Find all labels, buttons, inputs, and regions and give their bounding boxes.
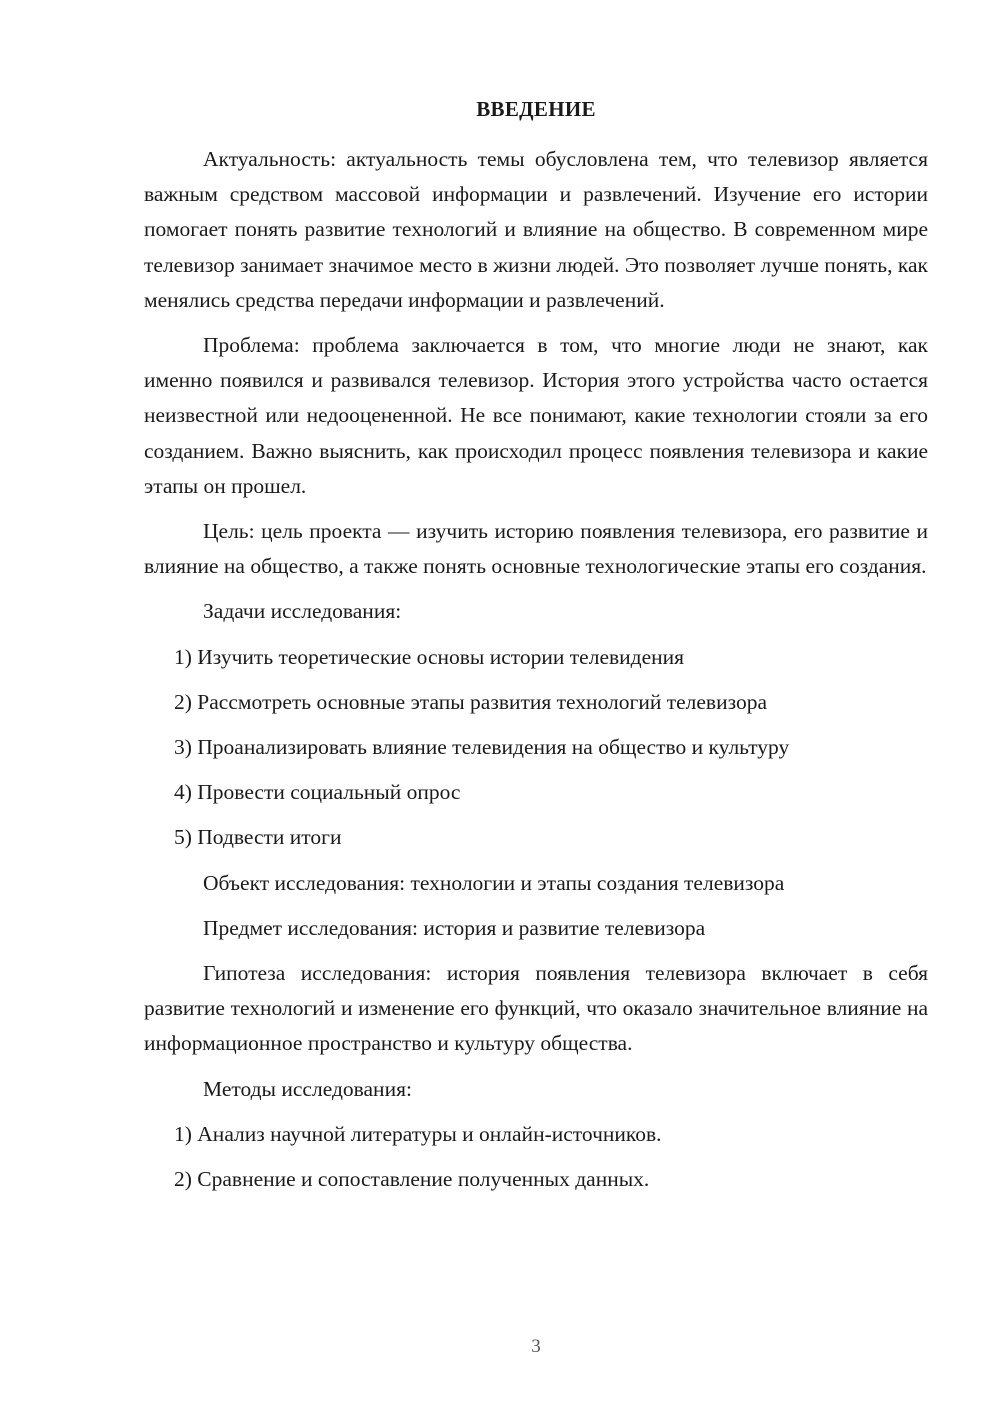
- problem-paragraph: Проблема: проблема заключается в том, что многие люди не знают, как именно появился и развивался телевизор. История этого устройства часто остается неизвестной или недооцененной. Не все понимают, какие технологии стояли за его созданием. Важно выяснить, как происходил процесс появления телевизора и какие этапы он прошел.: [144, 333, 928, 498]
- object-paragraph: Объект исследования: технологии и этапы создания телевизора: [203, 870, 785, 895]
- goal-paragraph: Цель: цель проекта — изучить историю появления телевизора, его развитие и влияние на общество, а также понять основные технологические этапы его создания.: [144, 519, 928, 579]
- page-number: 3: [531, 1336, 541, 1357]
- task-item: 4) Провести социальный опрос: [174, 780, 461, 805]
- methods-heading: Методы исследования:: [203, 1076, 412, 1101]
- method-item: 1) Анализ научной литературы и онлайн-источников.: [174, 1121, 662, 1146]
- tasks-heading: Задачи исследования:: [203, 599, 402, 624]
- task-item: 1) Изучить теоретические основы истории телевидения: [174, 644, 685, 669]
- subject-paragraph: Предмет исследования: история и развитие телевизора: [203, 915, 706, 940]
- relevance-paragraph: Актуальность: актуальность темы обусловлена тем, что телевизор является важным средством массовой информации и развлечений. Изучение его истории помогает понять развитие технологий и влияние на общество. В современном мире телевизор занимает значимое место в жизни людей. Это позволяет лучше понять, как менялись средства передачи информации и развлечений.: [144, 147, 928, 312]
- task-item: 5) Подвести итоги: [174, 825, 342, 850]
- task-item: 2) Рассмотреть основные этапы развития технологий телевизора: [174, 689, 767, 714]
- task-item: 3) Проанализировать влияние телевидения на общество и культуру: [174, 735, 790, 760]
- page-title: ВВЕДЕНИЕ: [476, 97, 596, 121]
- hypothesis-paragraph: Гипотеза исследования: история появления телевизора включает в себя развитие технологий и изменение его функций, что оказало значительное влияние на информационное пространство и культуру общества.: [144, 961, 928, 1056]
- method-item: 2) Сравнение и сопоставление полученных данных.: [174, 1167, 650, 1192]
- document-body: [144, 142, 928, 1207]
